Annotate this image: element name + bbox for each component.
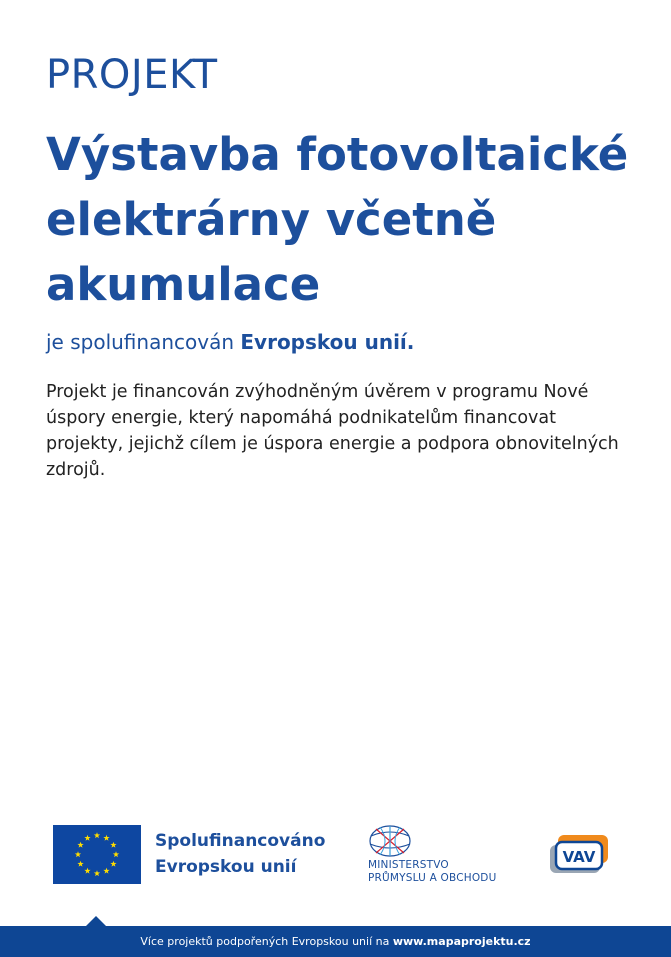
- eu-text-line1: Spolufinancováno: [155, 831, 326, 851]
- mpo-text-line2: PRŮMYSLU A OBCHODU: [368, 872, 497, 884]
- mpo-text-line1: MINISTERSTVO: [368, 859, 449, 871]
- eu-star-icon: [77, 861, 83, 867]
- mpo-globe-icon: [368, 824, 412, 858]
- eu-star-icon: [84, 868, 90, 874]
- footer-bar: [0, 926, 671, 957]
- eu-star-icon: [110, 861, 116, 867]
- eu-star-icon: [110, 842, 116, 848]
- footer-prefix: Více projektů podpořených Evropskou unií na: [140, 935, 393, 948]
- subtitle-emphasis: Evropskou unií.: [240, 330, 415, 354]
- eu-star-icon: [77, 842, 83, 848]
- page-title: Výstavba fotovoltaické elektrárny včetně akumulace: [46, 128, 629, 311]
- eu-star-icon: [113, 851, 119, 857]
- footer-link[interactable]: www.mapaprojektu.cz: [392, 935, 531, 948]
- eu-flag-logo: [53, 825, 141, 884]
- subtitle-prefix: je spolufinancován: [46, 330, 241, 354]
- eu-star-icon: [94, 832, 100, 838]
- eyebrow-label: PROJEKT: [46, 52, 218, 98]
- eu-star-icon: [103, 835, 109, 841]
- mpo-text: [368, 859, 496, 885]
- eu-cofinanced-text: [155, 828, 325, 880]
- footer-text: [0, 926, 671, 957]
- eu-star-icon: [103, 868, 109, 874]
- vav-logo-text: VAV: [562, 848, 596, 866]
- eu-star-icon: [84, 835, 90, 841]
- cofinancing-subtitle: [46, 330, 414, 354]
- vav-logo-icon: [548, 833, 610, 875]
- eu-star-icon: [94, 870, 100, 876]
- eu-stars-icon: [53, 825, 141, 884]
- project-description: Projekt je financován zvýhodněným úvěrem v programu Nové úspory energie, který napomáhá podnikatelům financovat projekty, jejichž cílem je úspora energie a podpora obnovitelných zdrojů.: [46, 382, 619, 480]
- eu-text-line2: Evropskou unií: [155, 857, 297, 877]
- eu-star-icon: [75, 851, 81, 857]
- footer-notch: [86, 916, 106, 926]
